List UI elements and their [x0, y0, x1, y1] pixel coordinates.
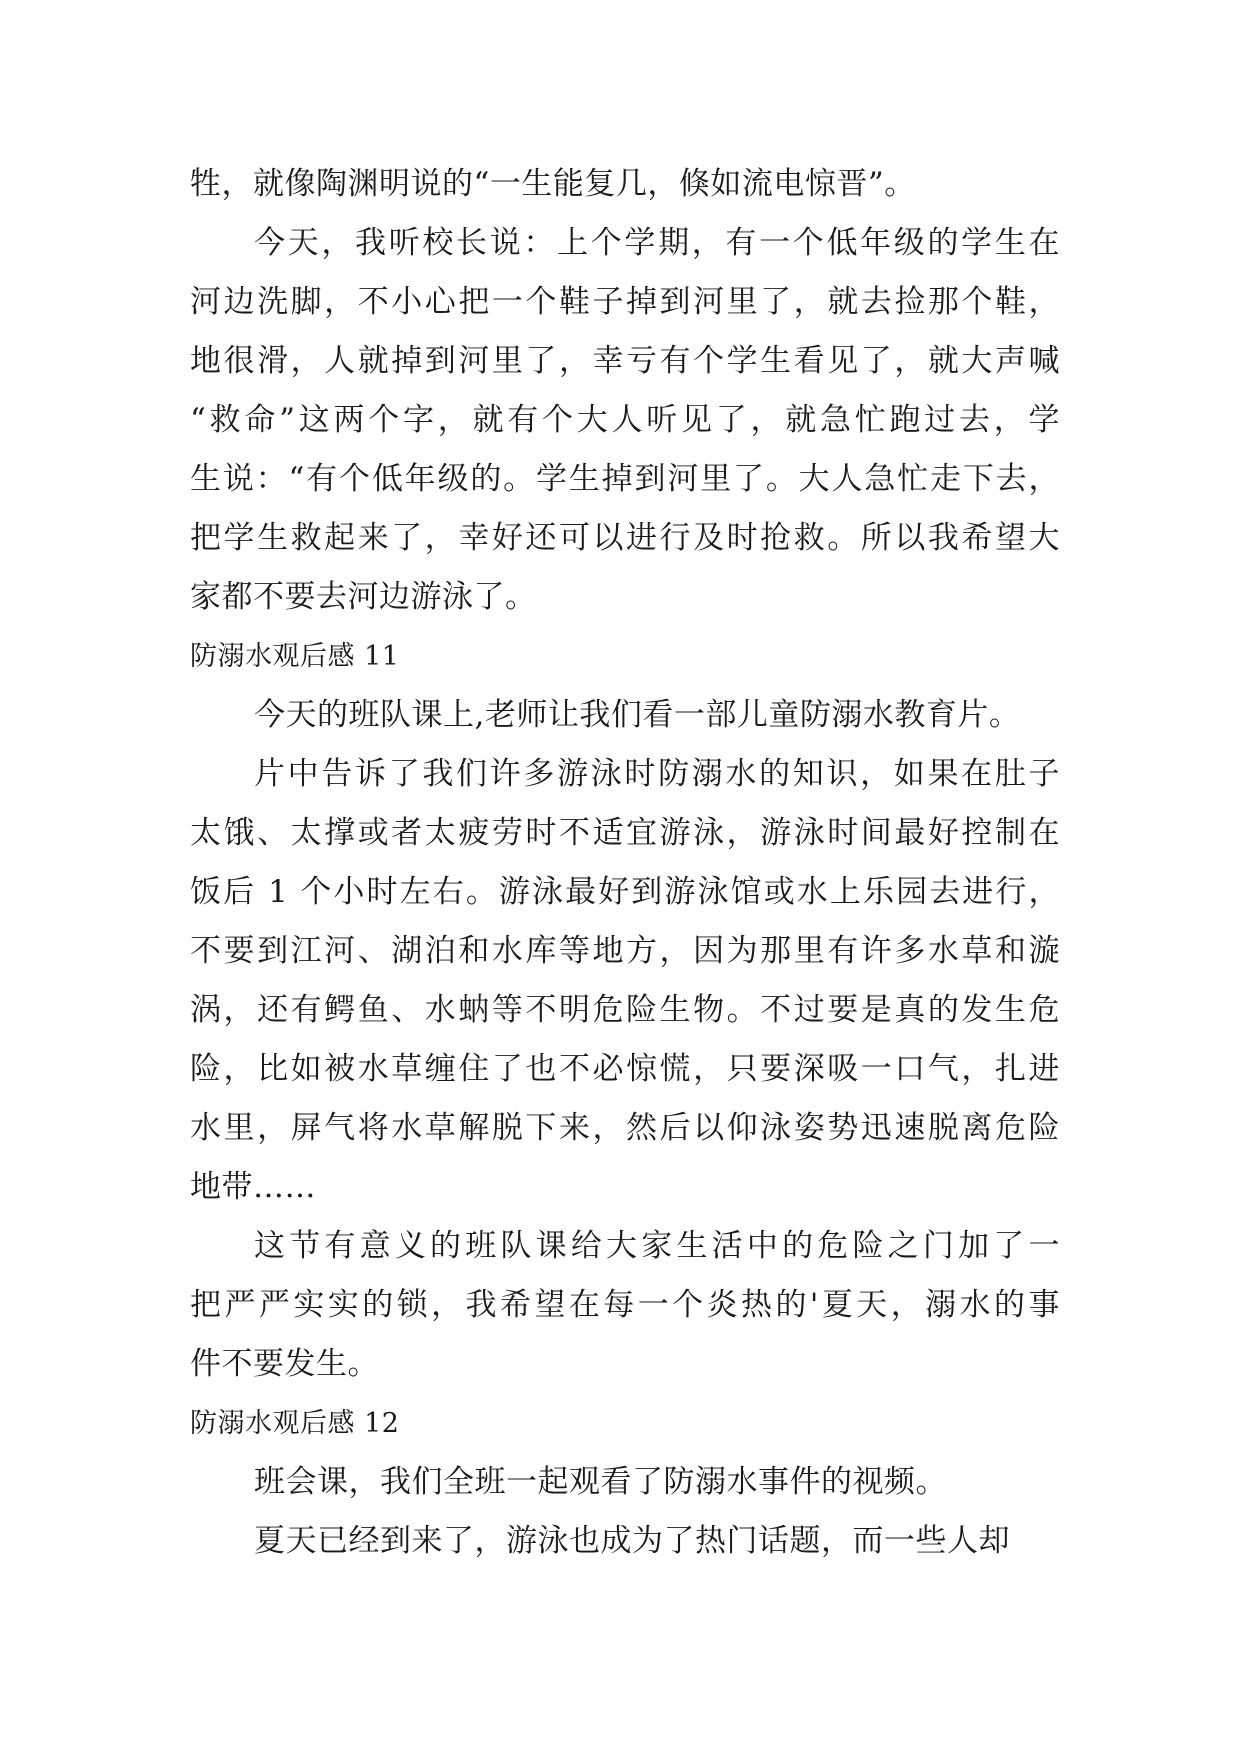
- text-line: 夏天已经到来了，游泳也成为了热门话题，而一些人却: [254, 1523, 1010, 1559]
- text-line: 把严严实实的锁，我希望在每一个炎热的'夏天，溺水的事: [190, 1287, 1060, 1323]
- text-line: 生说：“有个低年级的。学生掉到河里了。大人急忙走下去，: [190, 461, 1060, 497]
- section-heading: 防溺水观后感 11: [190, 641, 400, 672]
- text-line: 今天，我听校长说：上个学期，有一个低年级的学生在: [254, 225, 1060, 261]
- text-line: 把学生救起来了，幸好还可以进行及时抢救。所以我希望大: [190, 520, 1060, 556]
- text-line: 家都不要去河边游泳了。: [190, 579, 537, 615]
- text-line: “救命”这两个字，就有个大人听见了，就急忙跑过去，学: [190, 402, 1060, 438]
- text-line: 地带……: [190, 1169, 316, 1205]
- text-line: 牲，就像陶渊明说的“一生能复几，倏如流电惊晋”。: [190, 166, 916, 202]
- text-line: 班会课，我们全班一起观看了防溺水事件的视频。: [254, 1464, 947, 1500]
- document-body: [190, 155, 1060, 1571]
- text-line: 片中告诉了我们许多游泳时防溺水的知识，如果在肚子: [254, 756, 1060, 792]
- text-line: 这节有意义的班队课给大家生活中的危险之门加了一: [254, 1228, 1060, 1264]
- section-heading: 防溺水观后感 12: [190, 1408, 400, 1439]
- text-line: 河边洗脚，不小心把一个鞋子掉到河里了，就去捡那个鞋，: [190, 284, 1060, 320]
- text-line: 险，比如被水草缠住了也不必惊慌，只要深吸一口气，扎进: [190, 1051, 1060, 1087]
- text-line: 件不要发生。: [190, 1346, 379, 1382]
- text-line: 地很滑，人就掉到河里了，幸亏有个学生看见了，就大声喊: [190, 343, 1060, 379]
- text-line: 今天的班队课上,老师让我们看一部儿童防溺水教育片。: [254, 697, 1021, 733]
- text-line: 太饿、太撑或者太疲劳时不适宜游泳，游泳时间最好控制在: [190, 815, 1060, 851]
- text-line: 水里，屏气将水草解脱下来，然后以仰泳姿势迅速脱离危险: [190, 1110, 1060, 1146]
- text-line: 涡，还有鳄鱼、水蚋等不明危险生物。不过要是真的发生危: [190, 992, 1060, 1028]
- text-line: 不要到江河、湖泊和水库等地方，因为那里有许多水草和漩: [190, 933, 1060, 969]
- text-line: 饭后 1 个小时左右。游泳最好到游泳馆或水上乐园去进行，: [190, 874, 1060, 910]
